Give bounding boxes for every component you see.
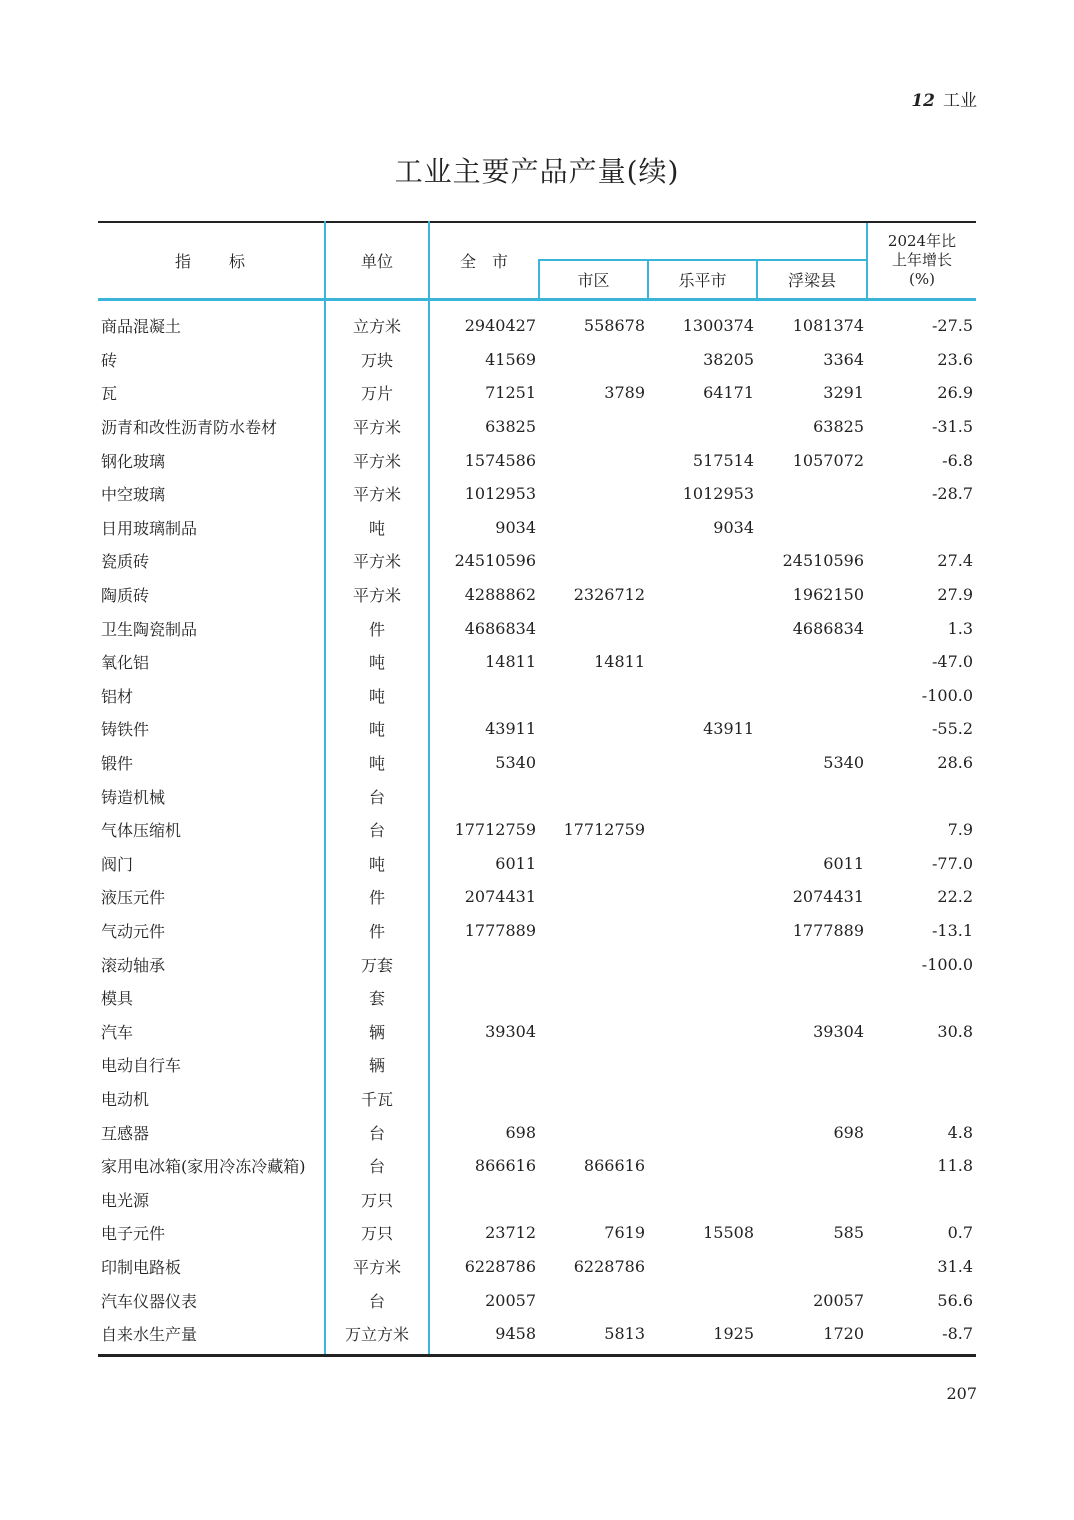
cell-urban: [539, 443, 648, 477]
header-total-b: 市: [492, 252, 509, 271]
cell-fuliang: 2074431: [792, 887, 865, 907]
cell-leping: [648, 847, 757, 881]
cell-fuliang: [757, 947, 867, 981]
cell-urban: [539, 847, 648, 881]
header-sub-leping: 乐平市: [648, 260, 757, 300]
cell-total: [429, 779, 539, 813]
cell-unit: 吨: [325, 511, 429, 545]
cell-total: 2940427: [464, 316, 536, 336]
cell-growth: 0.7: [947, 1223, 974, 1243]
cell-urban: 7619: [604, 1223, 645, 1243]
cell-name: 自来水生产量: [98, 1317, 325, 1356]
cell-total: 63825: [485, 417, 536, 437]
cell-unit: 平方米: [325, 1250, 429, 1284]
cell-name: 汽车仪器仪表: [98, 1283, 325, 1317]
cell-unit: 平方米: [325, 544, 429, 578]
cell-name: 汽车: [98, 1014, 325, 1048]
cell-growth: -47.0: [931, 652, 974, 672]
cell-growth: 27.9: [937, 585, 974, 605]
table-row: [98, 1082, 976, 1116]
cell-leping: 1300374: [682, 316, 754, 336]
cell-leping: [648, 1048, 757, 1082]
cell-urban: 6228786: [573, 1256, 645, 1276]
cell-urban: [539, 1082, 648, 1116]
cell-name: 印制电路板: [98, 1250, 325, 1284]
cell-leping: 9034: [713, 517, 754, 537]
cell-growth: -31.5: [931, 417, 974, 437]
table-row: [98, 1182, 976, 1216]
cell-growth: -13.1: [931, 920, 974, 940]
table-row: [98, 1115, 976, 1149]
cell-name: 氧化铝: [98, 645, 325, 679]
header-sub-fuliang: 浮梁县: [757, 260, 867, 300]
cell-name: 铸铁件: [98, 712, 325, 746]
cell-leping: [648, 813, 757, 847]
cell-growth: -100.0: [921, 685, 974, 705]
cell-growth: -27.5: [931, 316, 974, 336]
cell-name: 铸造机械: [98, 779, 325, 813]
cell-name: 瓦: [98, 376, 325, 410]
header-sub-group: [539, 222, 867, 260]
header-indicator: [98, 222, 325, 300]
cell-urban: 17712759: [563, 820, 645, 840]
cell-leping: [648, 544, 757, 578]
cell-name: 钢化玻璃: [98, 443, 325, 477]
cell-growth: 31.4: [937, 1256, 974, 1276]
cell-leping: [648, 779, 757, 813]
cell-unit: 台: [325, 813, 429, 847]
products-table: [98, 221, 976, 1357]
cell-total: 5340: [495, 753, 536, 773]
cell-total: [429, 679, 539, 713]
cell-urban: 558678: [583, 316, 645, 336]
cell-growth: -77.0: [931, 853, 974, 873]
cell-fuliang: 698: [833, 1122, 865, 1142]
table-row: [98, 779, 976, 813]
cell-fuliang: 4686834: [792, 618, 865, 638]
header-growth-line2: 上年增长: [892, 251, 953, 269]
cell-urban: [539, 343, 648, 377]
cell-total: 43911: [485, 719, 536, 739]
table-row: [98, 443, 976, 477]
table-row: [98, 1014, 976, 1048]
cell-growth: 7.9: [947, 820, 974, 840]
cell-total: 4288862: [464, 585, 536, 605]
cell-growth: [867, 1082, 976, 1116]
cell-unit: 平方米: [325, 578, 429, 612]
cell-fuliang: 5340: [823, 753, 865, 773]
cell-urban: [539, 947, 648, 981]
cell-total: 20057: [485, 1290, 536, 1310]
cell-fuliang: 39304: [813, 1021, 865, 1041]
cell-name: 液压元件: [98, 880, 325, 914]
header-indicator-b: 标: [229, 252, 248, 271]
cell-name: 电光源: [98, 1182, 325, 1216]
table-row: [98, 1216, 976, 1250]
table-row: [98, 376, 976, 410]
cell-total: 698: [505, 1122, 536, 1142]
cell-urban: [539, 712, 648, 746]
cell-leping: [648, 1115, 757, 1149]
cell-urban: [539, 1182, 648, 1216]
cell-growth: 11.8: [937, 1156, 974, 1176]
cell-fuliang: 1720: [757, 1317, 867, 1356]
cell-urban: [539, 544, 648, 578]
cell-unit: 件: [325, 914, 429, 948]
table-header: [98, 222, 976, 300]
cell-fuliang: 1777889: [792, 920, 865, 940]
cell-urban: [539, 1048, 648, 1082]
cell-urban: [539, 1283, 648, 1317]
cell-name: 锻件: [98, 746, 325, 780]
cell-unit: 台: [325, 1283, 429, 1317]
cell-fuliang: [757, 1048, 867, 1082]
cell-unit: 吨: [325, 645, 429, 679]
cell-leping: [648, 645, 757, 679]
cell-unit: 千瓦: [325, 1082, 429, 1116]
cell-unit: 吨: [325, 746, 429, 780]
cell-fuliang: 20057: [813, 1290, 865, 1310]
cell-fuliang: [757, 981, 867, 1015]
cell-fuliang: [757, 712, 867, 746]
cell-urban: [539, 1115, 648, 1149]
table-row: [98, 300, 976, 343]
cell-leping: [648, 880, 757, 914]
cell-unit: 万块: [325, 343, 429, 377]
cell-name: 气体压缩机: [98, 813, 325, 847]
cell-fuliang: [757, 779, 867, 813]
cell-fuliang: 1962150: [792, 585, 865, 605]
header-growth-line1: 2024年比: [887, 232, 957, 250]
cell-total: 1574586: [464, 450, 536, 470]
cell-total: 2074431: [464, 887, 536, 907]
cell-urban: 866616: [583, 1156, 645, 1176]
cell-unit: 件: [325, 880, 429, 914]
cell-urban: [539, 914, 648, 948]
cell-urban: [539, 981, 648, 1015]
cell-name: 中空玻璃: [98, 477, 325, 511]
cell-urban: 2326712: [573, 585, 645, 605]
cell-fuliang: [757, 679, 867, 713]
table-row: [98, 511, 976, 545]
cell-total: 6011: [495, 853, 536, 873]
page-number: 207: [946, 1384, 977, 1403]
cell-name: 气动元件: [98, 914, 325, 948]
header-growth: [867, 222, 976, 300]
table-row: [98, 1317, 976, 1356]
cell-unit: 台: [325, 779, 429, 813]
cell-name: 卫生陶瓷制品: [98, 611, 325, 645]
cell-name: 砖: [98, 343, 325, 377]
cell-growth: [867, 1048, 976, 1082]
cell-leping: [648, 1149, 757, 1183]
table-row: [98, 813, 976, 847]
cell-unit: 吨: [325, 847, 429, 881]
table-row: [98, 578, 976, 612]
chapter-name: 工业: [943, 91, 977, 111]
cell-total: 41569: [485, 349, 536, 369]
cell-total: [429, 947, 539, 981]
running-head: [911, 86, 977, 111]
cell-total: 24510596: [454, 551, 536, 571]
cell-leping: [648, 578, 757, 612]
chapter-number: 12: [911, 91, 935, 111]
cell-leping: 1925: [648, 1317, 757, 1356]
table-row: [98, 645, 976, 679]
cell-leping: [648, 1250, 757, 1284]
cell-growth: -100.0: [921, 954, 974, 974]
cell-unit: 平方米: [325, 477, 429, 511]
cell-growth: 1.3: [947, 618, 974, 638]
cell-fuliang: 63825: [813, 417, 865, 437]
cell-unit: 平方米: [325, 443, 429, 477]
cell-total: 6228786: [464, 1256, 536, 1276]
cell-growth: 23.6: [937, 349, 974, 369]
cell-name: 滚动轴承: [98, 947, 325, 981]
table-row: [98, 1149, 976, 1183]
cell-name: 电子元件: [98, 1216, 325, 1250]
cell-leping: [648, 981, 757, 1015]
cell-total: 1777889: [464, 920, 536, 940]
cell-fuliang: [757, 477, 867, 511]
cell-growth: [867, 779, 976, 813]
cell-unit: 立方米: [325, 300, 429, 343]
cell-fuliang: [757, 1082, 867, 1116]
cell-growth: 56.6: [937, 1290, 974, 1310]
cell-fuliang: [757, 511, 867, 545]
cell-total: [429, 1182, 539, 1216]
header-sub-urban: 市区: [539, 260, 648, 300]
cell-leping: [648, 1082, 757, 1116]
cell-unit: 台: [325, 1115, 429, 1149]
cell-leping: [648, 947, 757, 981]
cell-growth: 27.4: [937, 551, 974, 571]
cell-unit: 辆: [325, 1048, 429, 1082]
cell-leping: [648, 746, 757, 780]
cell-fuliang: 6011: [823, 853, 865, 873]
cell-growth: -6.8: [942, 450, 974, 470]
cell-total: 866616: [474, 1156, 536, 1176]
cell-unit: 平方米: [325, 410, 429, 444]
header-growth-line3: (%): [909, 270, 935, 288]
cell-leping: 1012953: [682, 484, 754, 504]
table-row: [98, 679, 976, 713]
cell-growth: 4.8: [947, 1122, 974, 1142]
cell-leping: 517514: [692, 450, 754, 470]
cell-unit: 套: [325, 981, 429, 1015]
cell-leping: [648, 1283, 757, 1317]
cell-growth: [867, 1182, 976, 1216]
cell-total: 71251: [485, 383, 536, 403]
cell-unit: 万套: [325, 947, 429, 981]
cell-leping: [648, 1182, 757, 1216]
cell-total: [429, 981, 539, 1015]
cell-total: 14811: [485, 652, 536, 672]
cell-growth: -55.2: [931, 719, 974, 739]
table-row: [98, 746, 976, 780]
cell-total: 9458: [429, 1317, 539, 1356]
cell-leping: [648, 679, 757, 713]
cell-fuliang: 585: [833, 1223, 865, 1243]
table-row: [98, 914, 976, 948]
table-row: [98, 847, 976, 881]
cell-fuliang: [757, 1250, 867, 1284]
cell-leping: [648, 611, 757, 645]
cell-leping: [648, 410, 757, 444]
table-row: [98, 880, 976, 914]
cell-urban: 5813: [539, 1317, 648, 1356]
cell-name: 模具: [98, 981, 325, 1015]
cell-name: 电动机: [98, 1082, 325, 1116]
cell-fuliang: 3291: [823, 383, 865, 403]
cell-fuliang: [757, 645, 867, 679]
cell-fuliang: [757, 813, 867, 847]
cell-unit: 吨: [325, 712, 429, 746]
cell-total: 17712759: [454, 820, 536, 840]
cell-name: 家用电冰箱(家用冷冻冷藏箱): [98, 1149, 325, 1183]
table-row: [98, 1283, 976, 1317]
cell-fuliang: [757, 1182, 867, 1216]
cell-urban: 14811: [594, 652, 645, 672]
cell-total: [429, 1082, 539, 1116]
cell-name: 日用玻璃制品: [98, 511, 325, 545]
cell-urban: 3789: [604, 383, 645, 403]
cell-unit: 辆: [325, 1014, 429, 1048]
table-row: [98, 1048, 976, 1082]
table-body: [98, 300, 976, 1356]
header-total: [429, 222, 539, 300]
cell-growth: 22.2: [937, 887, 974, 907]
cell-leping: 64171: [703, 383, 754, 403]
cell-unit: 台: [325, 1149, 429, 1183]
header-indicator-a: 指: [174, 252, 193, 271]
cell-urban: [539, 477, 648, 511]
cell-total: 4686834: [464, 618, 536, 638]
table-row: [98, 981, 976, 1015]
cell-leping: [648, 914, 757, 948]
table-row: [98, 410, 976, 444]
cell-growth: -28.7: [931, 484, 974, 504]
cell-total: 23712: [485, 1223, 536, 1243]
cell-leping: 38205: [703, 349, 754, 369]
cell-growth: 30.8: [937, 1021, 974, 1041]
header-total-a: 全: [460, 252, 477, 271]
cell-total: 9034: [495, 517, 536, 537]
cell-unit: 件: [325, 611, 429, 645]
table-row: [98, 544, 976, 578]
cell-fuliang: 1057072: [792, 450, 865, 470]
cell-name: 沥青和改性沥青防水卷材: [98, 410, 325, 444]
cell-name: 电动自行车: [98, 1048, 325, 1082]
cell-total: 39304: [485, 1021, 536, 1041]
cell-urban: [539, 679, 648, 713]
table-row: [98, 611, 976, 645]
cell-growth: -8.7: [867, 1317, 976, 1356]
cell-unit: 万立方米: [325, 1317, 429, 1356]
cell-growth: 26.9: [937, 383, 974, 403]
cell-fuliang: 3364: [823, 349, 865, 369]
table-row: [98, 477, 976, 511]
cell-unit: 吨: [325, 679, 429, 713]
cell-unit: 万只: [325, 1216, 429, 1250]
table-row: [98, 1250, 976, 1284]
cell-growth: [867, 511, 976, 545]
cell-growth: 28.6: [937, 753, 974, 773]
table-row: [98, 343, 976, 377]
header-unit: 单位: [325, 222, 429, 300]
cell-urban: [539, 511, 648, 545]
cell-name: 陶质砖: [98, 578, 325, 612]
cell-urban: [539, 779, 648, 813]
cell-growth: [867, 981, 976, 1015]
cell-name: 互感器: [98, 1115, 325, 1149]
cell-fuliang: [757, 1149, 867, 1183]
cell-urban: [539, 611, 648, 645]
table-container: [98, 221, 976, 1357]
cell-fuliang: 1081374: [792, 316, 865, 336]
cell-name: 商品混凝土: [98, 300, 325, 343]
cell-unit: 万片: [325, 376, 429, 410]
cell-name: 铝材: [98, 679, 325, 713]
page-title: 工业主要产品产量(续): [394, 155, 680, 188]
cell-urban: [539, 410, 648, 444]
cell-urban: [539, 1014, 648, 1048]
table-row: [98, 712, 976, 746]
cell-urban: [539, 880, 648, 914]
table-row: [98, 947, 976, 981]
cell-fuliang: 24510596: [782, 551, 865, 571]
cell-leping: [648, 1014, 757, 1048]
cell-urban: [539, 746, 648, 780]
cell-name: 瓷质砖: [98, 544, 325, 578]
cell-leping: 15508: [703, 1223, 754, 1243]
cell-leping: 43911: [703, 719, 754, 739]
cell-total: 1012953: [464, 484, 536, 504]
cell-name: 阀门: [98, 847, 325, 881]
cell-unit: 万只: [325, 1182, 429, 1216]
cell-total: [429, 1048, 539, 1082]
